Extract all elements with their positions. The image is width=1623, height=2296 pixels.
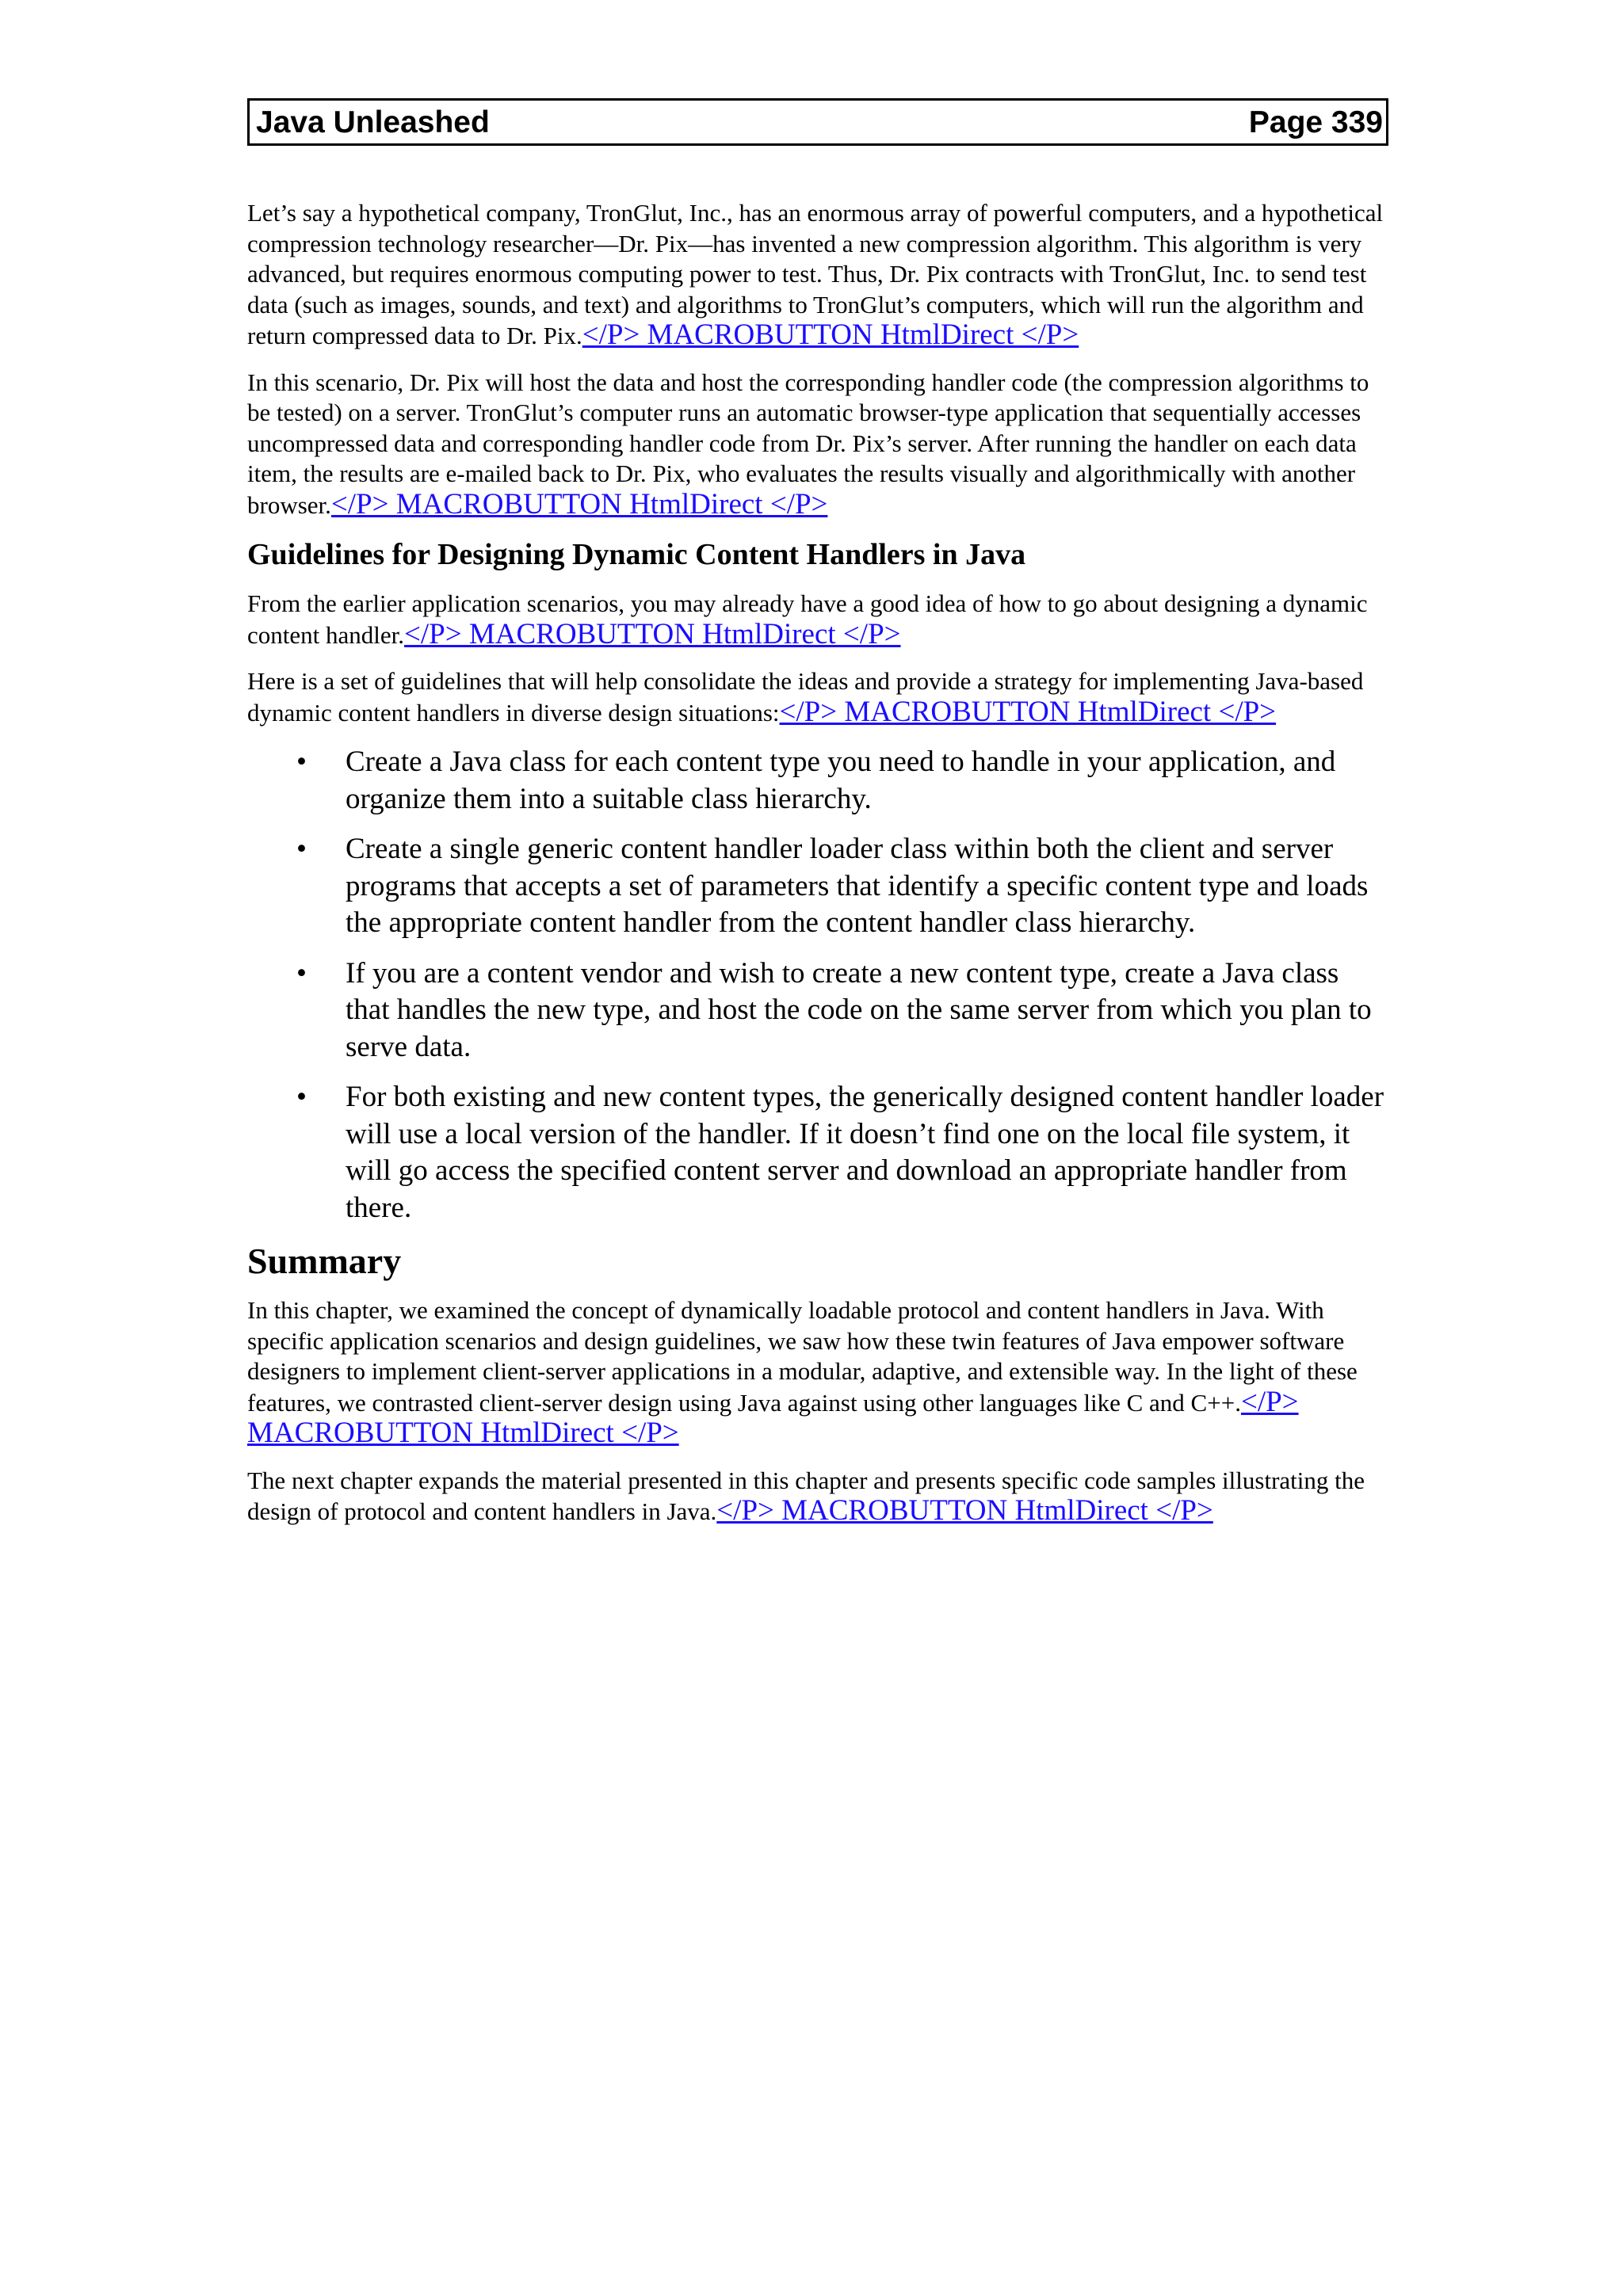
macrobutton-link[interactable]: </P> MACROBUTTON HtmlDirect </P> xyxy=(582,318,1079,351)
guidelines-list xyxy=(247,744,1388,1226)
list-item xyxy=(247,831,1388,942)
bullet-icon: • xyxy=(296,833,307,865)
paragraph xyxy=(247,1466,1388,1527)
macrobutton-link[interactable]: </P> MACROBUTTON HtmlDirect </P> xyxy=(779,695,1277,728)
page-header xyxy=(247,98,1388,146)
macrobutton-link[interactable]: </P> MACROBUTTON HtmlDirect </P> xyxy=(247,1385,1299,1449)
page-number: Page 339 xyxy=(1248,105,1383,139)
list-item xyxy=(247,744,1388,818)
macrobutton-link[interactable]: </P> MACROBUTTON HtmlDirect </P> xyxy=(716,1494,1213,1527)
list-item xyxy=(247,955,1388,1066)
bullet-icon: • xyxy=(296,1081,307,1113)
paragraph xyxy=(247,1295,1388,1450)
book-title: Java Unleashed xyxy=(256,105,490,139)
list-item-text: If you are a content vendor and wish to create a new content type, create a Java class that handles the new type, and host the code on the same server from which you plan to serve data. xyxy=(346,956,1372,1063)
paragraph-text: The next chapter expands the material presented in this chapter and presents specific code samples illustrating the design of protocol and content handlers in Java. xyxy=(247,1466,1365,1525)
paragraph xyxy=(247,368,1388,521)
paragraph-text: Let’s say a hypothetical company, TronGlut, Inc., has an enormous array of powerful computers, and a hypothetical compression technology researcher—Dr. Pix—has invented a new compression algorithm. This algorithm is very advanced, but requires enormous computing power to test. Thus, Dr. Pix contracts with TronGlut, Inc. to send test data (such as images, sounds, and text) and algorithms to TronGlut’s computers, which will run the algorithm and return compressed data to Dr. Pix. xyxy=(247,199,1384,349)
paragraph xyxy=(247,198,1388,352)
list-item xyxy=(247,1079,1388,1226)
list-item-text: Create a single generic content handler loader class within both the client and server programs that accepts a set of parameters that identify a specific content type and loads the appropriate content handler from the content handler class hierarchy. xyxy=(346,833,1369,939)
paragraph-text: From the earlier application scenarios, you may already have a good idea of how to go about designing a dynamic content handler. xyxy=(247,589,1368,649)
section-heading-summary: Summary xyxy=(247,1241,402,1281)
subheading-guidelines: Guidelines for Designing Dynamic Content Handlers in Java xyxy=(247,538,1026,571)
bullet-icon: • xyxy=(296,746,307,778)
paragraph xyxy=(247,666,1388,728)
bullet-icon: • xyxy=(296,956,307,990)
macrobutton-link[interactable]: </P> MACROBUTTON HtmlDirect </P> xyxy=(330,487,828,521)
page-content xyxy=(247,198,1388,1527)
list-item-text: For both existing and new content types, the generically designed content handler loader will use a local version of the handler. If it doesn’t find one on the local file system, it will go access the specified content server and download an appropriate handler from there. xyxy=(346,1081,1384,1224)
macrobutton-link[interactable]: </P> MACROBUTTON HtmlDirect </P> xyxy=(404,617,901,650)
list-item-text: Create a Java class for each content type you need to handle in your application, and organize them into a suitable class hierarchy. xyxy=(346,746,1336,815)
paragraph-text: In this chapter, we examined the concept of dynamically loadable protocol and content handlers in Java. With specific application scenarios and design guidelines, we saw how these twin features of Java empower software designers to implement client-server applications in a modular, adaptive, and extensible way. In the light of these features, we contrasted client-server design using Java against using other languages like C and C++. xyxy=(247,1296,1358,1417)
paragraph-text: Here is a set of guidelines that will help consolidate the ideas and provide a strategy for implementing Java-based dynamic content handlers in diverse design situations: xyxy=(247,667,1364,727)
document-page xyxy=(247,98,1388,1543)
paragraph xyxy=(247,589,1388,650)
paragraph-text: In this scenario, Dr. Pix will host the data and host the corresponding handler code (the compression algorithms to be tested) on a server. TronGlut’s computer runs an automatic browser-type application that sequentially accesses uncompressed data and corresponding handler code from Dr. Pix’s server. After running the handler on each data item, the results are e-mailed back to Dr. Pix, who evaluates the results visually and algorithmically with another browser. xyxy=(247,368,1369,519)
